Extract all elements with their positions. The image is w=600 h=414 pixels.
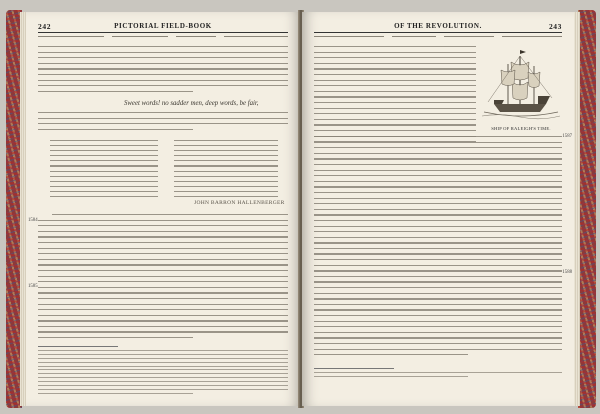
ship-caption: SHIP OF RALEIGH'S TIME. [491, 126, 551, 131]
right-paragraph-2 [314, 136, 562, 360]
poem-column-right [174, 140, 278, 201]
right-margin-note-2: 1588 [562, 270, 572, 275]
left-paragraph-3 [38, 214, 288, 343]
left-passage-line: Sweet words! no sadder men, deep words, be fair, [124, 100, 259, 107]
right-page-number: 243 [548, 22, 562, 31]
right-subheader-line [314, 34, 562, 40]
right-footnote-rule [314, 368, 394, 369]
right-footnotes [314, 372, 562, 380]
left-margin-note-1: 1584 [28, 218, 38, 223]
open-book [6, 10, 596, 408]
left-page-header [38, 22, 288, 32]
right-paragraph-1 [314, 46, 476, 147]
poem-column-left [50, 140, 158, 201]
left-page [26, 12, 300, 406]
right-page-header [314, 22, 562, 32]
left-subheader-line [38, 34, 288, 40]
ship-illustration [480, 46, 562, 126]
marbled-edge-right [578, 10, 596, 408]
left-footnote-rule [38, 346, 118, 347]
left-footnotes [38, 350, 288, 397]
poem-attribution: JOHN BARRON HALLENBERGER [194, 200, 285, 206]
right-running-title: OF THE REVOLUTION. [394, 22, 482, 30]
left-header-rule [38, 32, 288, 33]
left-paragraph-1 [38, 46, 288, 96]
page-edges-right [574, 12, 580, 406]
left-page-number: 242 [38, 22, 52, 31]
left-running-title: PICTORIAL FIELD-BOOK [114, 22, 212, 30]
right-header-rule [314, 32, 562, 33]
left-margin-note-2: 1585 [28, 284, 38, 289]
right-page [302, 12, 574, 406]
right-margin-note-1: 1587 [562, 134, 572, 139]
left-paragraph-2 [38, 112, 288, 134]
